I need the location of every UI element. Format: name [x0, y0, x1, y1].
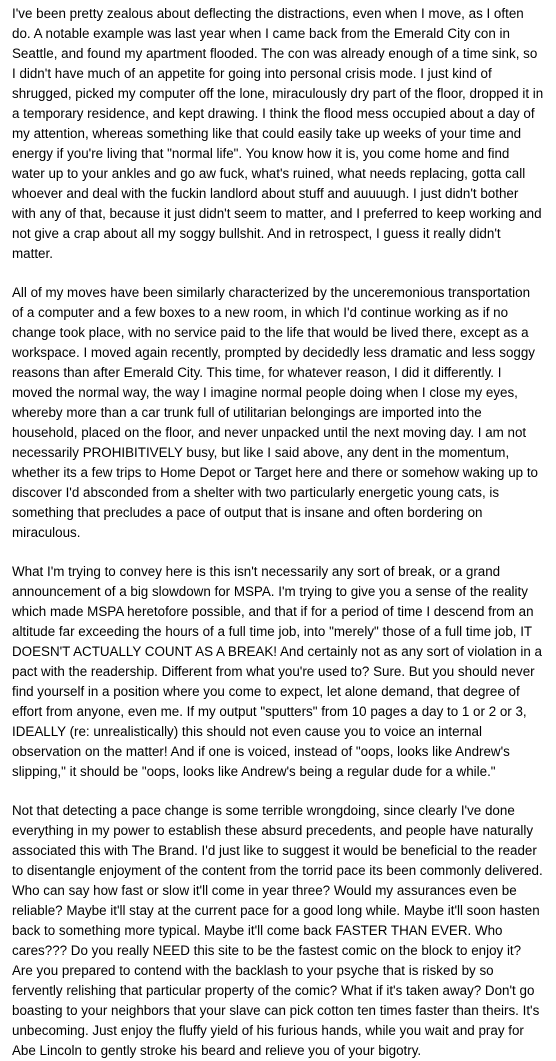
paragraph-pace-change: Not that detecting a pace change is some terrible wrongdoing, since clearly I've done everything in my power to establish these absurd precedents, and people have naturally associated this with The Brand. I'd just like to suggest it would be beneficial to the reader to disentangle enjoyment of the content from the torrid pace its been commonly delivered. Who can say how fast or slow it'll come in year three? Would my assurances even be reliable? Maybe it'll stay at the current pace for a good long while. Maybe it'll soon hasten back to something more typical. Maybe it'll come back FASTER THAN EVER. Who cares??? Do you really NEED this site to be the fastest comic on the block to enjoy it? Are you prepared to contend with the backlash to your psyche that is risked by so fervently relishing that particular property of the comic? What if it's taken away? Don't go boasting to your neighbors that your slave can pick cotton ten times faster than theirs. It's unbecoming. Just enjoy the fluffy yield of his furious hands, while you wait and pray for Abe Lincoln to gently stroke his beard and relieve you of your bigotry. — [12, 803, 543, 1058]
paragraph-moving-story: All of my moves have been similarly characterized by the unceremonious transportation of a computer and a few boxes to a new room, in which I'd continue working as if no change took place, with no service paid to the life that would be lived there, except as a workspace. I moved again recently, prompted by decidedly less dramatic and less soggy reasons than after Emerald City. This time, for whatever reason, I did it differently. I moved the normal way, the way I imagine normal people doing when I close my eyes, whereby more than a car trunk full of utilitarian belongings are imported into the household, placed on the floor, and never unpacked until the next moving day. I am not necessarily PROHIBITIVELY busy, but like I said above, any dent in the momentum, whether its a few trips to Home Depot or Target here and there or somehow waking up to discover I'd absconded from a shelter with two particularly energetic young cats, is something that precludes a pace of output that is insane and often bordering on miraculous. — [12, 285, 538, 540]
paragraph-flood-story: I've been pretty zealous about deflecting the distractions, even when I move, as I often do. A notable example was last year when I came back from the Emerald City con in Seattle, and found my apartment flooded. The con was already enough of a time sink, so I didn't have much of an appetite for going into personal crisis mode. I just kind of shrugged, picked my computer off the lone, miraculously dry part of the floor, dropped it in a temporary residence, and kept drawing. I think the flood mess occupied about a day of my attention, whereas something like that could easily take up weeks of your time and energy if you're living that "normal life". You know how it is, you come home and find water up to your ankles and go aw fuck, what's ruined, what needs replacing, gotta call whoever and deal with the fuckin landlord about stuff and auuuugh. I just didn't bother with any of that, because it just didn't seem to matter, and I preferred to keep working and not give a crap about all my soggy bullshit. And in retrospect, I guess it really didn't matter. — [12, 6, 544, 261]
paragraph-not-a-break: What I'm trying to convey here is this isn't necessarily any sort of break, or a grand announcement of a big slowdown for MSPA. I'm trying to give you a sense of the reality which made MSPA heretofore possible, and that if for a period of time I descend from an altitude far exceeding the hours of a full time job, into "merely" those of a full time job, IT DOESN'T ACTUALLY COUNT AS A BREAK! And certainly not as any sort of violation in a pact with the readership. Different from what you're used to? Sure. But you should never find yourself in a position where you come to expect, let alone demand, that degree of effort from anyone, even me. If my output "sputters" from 10 pages a day to 1 or 2 or 3, IDEALLY (re: unrealistically) this should not even cause you to voice an internal observation on the matter! And if one is voiced, instead of "oops, looks like Andrew's slipping," it should be "oops, looks like Andrew's being a regular dude for a while." — [12, 564, 542, 779]
